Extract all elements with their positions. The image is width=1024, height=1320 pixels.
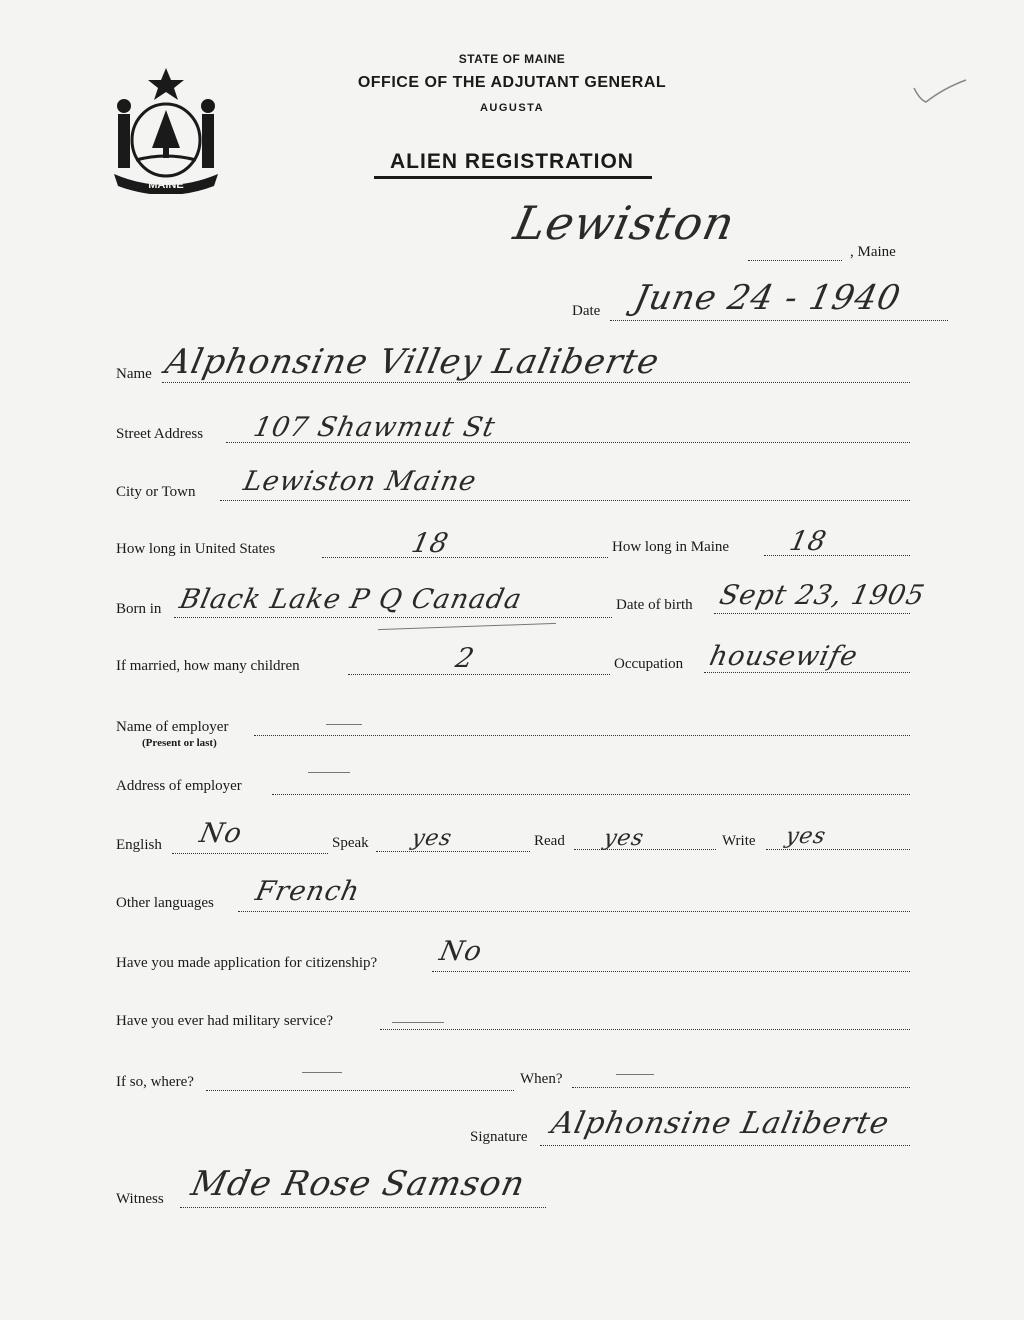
other-languages-line [238,911,910,912]
title-underline [374,176,652,179]
employer-address-line [272,794,910,795]
years-us-line [322,557,608,558]
witness-label: Witness [116,1191,164,1207]
dob-line [714,613,910,614]
speak-line [376,851,530,852]
underline-scribble [378,623,556,630]
children-label: If married, how many children [116,658,300,674]
signature-line [540,1145,910,1146]
place-suffix-label: , Maine [850,244,896,260]
dob-value: Sept 23, 1905 [716,580,928,611]
employer-address-label: Address of employer [116,778,242,794]
city-value: Lewiston Maine [240,466,480,497]
signature-value: Alphonsine Laliberte [548,1106,893,1141]
dob-label: Date of birth [616,597,693,613]
witness-line [180,1207,546,1208]
employer-sublabel: (Present or last) [142,737,217,749]
where-label: If so, where? [116,1074,194,1090]
seal-banner-text: MAINE [148,179,184,191]
born-in-label: Born in [116,601,162,617]
state-heading: STATE OF MAINE [458,52,566,66]
occupation-value: housewife [706,641,861,672]
other-languages-label: Other languages [116,895,214,911]
years-maine-value: 18 [786,526,830,557]
check-mark-icon [910,74,970,108]
born-in-line [174,617,612,618]
place-value: Lewiston [509,196,741,250]
citizenship-line [432,971,910,972]
employer-label: Name of employer [116,719,229,735]
street-label: Street Address [116,426,204,442]
city-line [220,500,910,501]
when-line [572,1087,910,1088]
when-dash [616,1074,654,1075]
military-dash [392,1022,444,1023]
read-line [574,849,716,850]
employer-address-dash [308,772,350,773]
children-value: 2 [452,643,478,674]
date-label: Date [572,303,601,319]
write-label: Write [722,833,756,849]
signature-label: Signature [470,1129,528,1145]
citizenship-value: No [436,936,486,967]
date-line [610,320,948,321]
other-languages-value: French [252,876,363,907]
where-dash [302,1072,342,1073]
name-label: Name [116,366,152,382]
employer-dash [326,724,362,725]
children-line [348,674,610,675]
years-maine-label: How long in Maine [612,539,730,555]
english-label: English [116,837,162,853]
office-heading: OFFICE OF THE ADJUTANT GENERAL [357,74,667,91]
read-value: yes [601,826,647,851]
street-value: 107 Shawmut St [250,412,499,443]
city-heading: AUGUSTA [479,102,545,114]
name-value: Alphonsine Villey Laliberte [161,342,664,382]
when-label: When? [520,1071,563,1087]
witness-value: Mde Rose Samson [187,1164,529,1204]
military-line [380,1029,910,1030]
read-label: Read [534,833,565,849]
employer-line [254,735,910,736]
years-us-label: How long in United States [116,541,276,557]
english-line [172,853,328,854]
where-line [206,1090,514,1091]
military-label: Have you ever had military service? [116,1013,333,1029]
english-value: No [196,818,246,849]
write-line [766,849,910,850]
speak-label: Speak [332,835,369,851]
years-us-value: 18 [408,528,452,559]
speak-value: yes [409,826,455,851]
write-value: yes [783,824,829,849]
place-line [748,260,842,261]
city-label: City or Town [116,484,196,500]
occupation-label: Occupation [614,656,684,672]
name-line [162,382,910,383]
born-in-value: Black Lake P Q Canada [176,584,525,615]
occupation-line [704,672,910,673]
date-value: June 24 - 1940 [630,278,905,318]
form-title: ALIEN REGISTRATION [390,150,634,173]
citizenship-label: Have you made application for citizenship? [116,955,378,971]
